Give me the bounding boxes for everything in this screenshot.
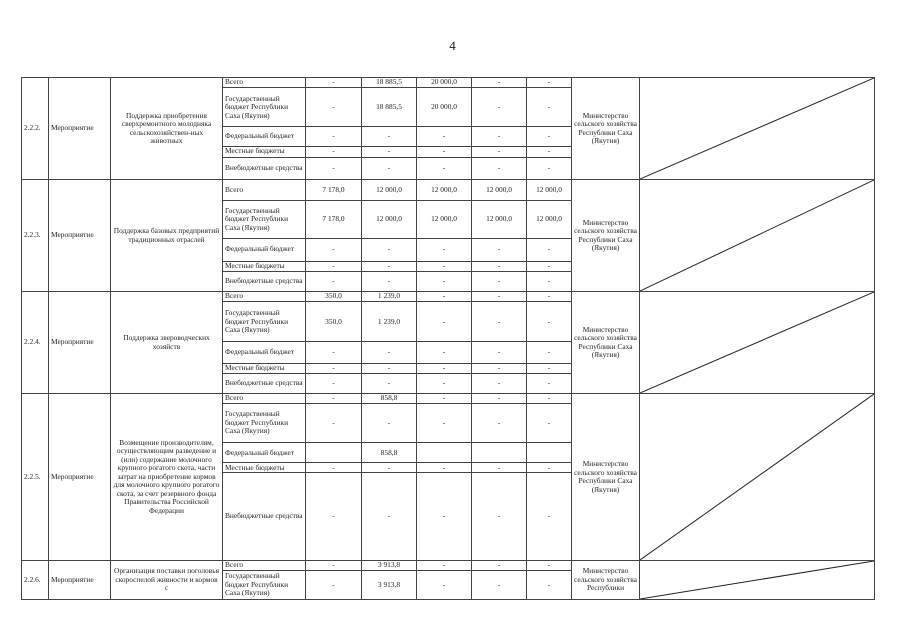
value-cell: - bbox=[527, 463, 572, 473]
value-cell: - bbox=[306, 127, 362, 146]
value-cell: - bbox=[306, 146, 362, 157]
funding-source: Внебюджетные средства bbox=[223, 473, 306, 561]
funding-source: Федеральный бюджет bbox=[223, 443, 306, 463]
measure-kind: Мероприятие bbox=[49, 292, 111, 394]
value-cell: 3 913,8 bbox=[362, 571, 417, 600]
value-cell: 12 000,0 bbox=[362, 180, 417, 201]
value-cell: - bbox=[472, 157, 527, 179]
value-cell: - bbox=[472, 571, 527, 600]
funding-source: Всего bbox=[223, 394, 306, 404]
value-cell: - bbox=[527, 78, 572, 88]
value-cell: 12 000,0 bbox=[527, 180, 572, 201]
table-row bbox=[22, 292, 875, 302]
value-cell: - bbox=[362, 271, 417, 291]
value-cell: 12 000,0 bbox=[417, 201, 472, 238]
value-cell: - bbox=[306, 404, 362, 443]
funding-source: Внебюджетные средства bbox=[223, 373, 306, 393]
value-cell: - bbox=[306, 342, 362, 363]
value-cell: - bbox=[527, 302, 572, 342]
budget-table bbox=[21, 77, 875, 600]
value-cell: - bbox=[527, 571, 572, 600]
value-cell: - bbox=[362, 238, 417, 261]
value-cell bbox=[306, 443, 362, 463]
responsible-executor: Министерство сельского хозяйства Республики bbox=[572, 561, 640, 600]
funding-source: Местные бюджеты bbox=[223, 261, 306, 271]
value-cell: - bbox=[417, 571, 472, 600]
funding-source: Государственный бюджет Республики Саха (Якутия) bbox=[223, 302, 306, 342]
measure-kind: Мероприятие bbox=[49, 78, 111, 180]
value-cell: - bbox=[472, 473, 527, 561]
funding-source: Федеральный бюджет bbox=[223, 238, 306, 261]
value-cell: - bbox=[417, 363, 472, 373]
value-cell: - bbox=[362, 146, 417, 157]
value-cell: - bbox=[417, 157, 472, 179]
measure-kind: Мероприятие bbox=[49, 394, 111, 561]
value-cell: - bbox=[306, 238, 362, 261]
funding-source: Местные бюджеты bbox=[223, 463, 306, 473]
value-cell: - bbox=[472, 561, 527, 571]
value-cell: - bbox=[306, 561, 362, 571]
value-cell: - bbox=[527, 394, 572, 404]
value-cell: - bbox=[527, 157, 572, 179]
diagonal-strike-line bbox=[640, 78, 874, 179]
value-cell: - bbox=[527, 127, 572, 146]
measure-name: Возмещение производителям, осуществляющим разведение и (или) содержание молочного крупного рогатого скота, части затрат на приобретение кормов для молочного крупного рогатого скота, за счет резервного фонда Правительства Российской Федерации bbox=[111, 394, 223, 561]
funding-source: Всего bbox=[223, 292, 306, 302]
measure-code: 2.2.5. bbox=[22, 394, 49, 561]
measure-name: Поддержка базовых предприятий традиционных отраслей bbox=[111, 180, 223, 292]
diagonal-strike-line bbox=[640, 292, 874, 393]
value-cell: - bbox=[362, 404, 417, 443]
value-cell: - bbox=[527, 561, 572, 571]
value-cell: - bbox=[417, 473, 472, 561]
value-cell: - bbox=[472, 302, 527, 342]
value-cell: - bbox=[362, 363, 417, 373]
value-cell: 12 000,0 bbox=[527, 201, 572, 238]
value-cell: 20 000,0 bbox=[417, 78, 472, 88]
value-cell: - bbox=[306, 394, 362, 404]
value-cell: 3 913,8 bbox=[362, 561, 417, 571]
value-cell: - bbox=[472, 394, 527, 404]
value-cell: 12 000,0 bbox=[472, 201, 527, 238]
value-cell: - bbox=[527, 261, 572, 271]
value-cell: 858,8 bbox=[362, 443, 417, 463]
funding-source: Всего bbox=[223, 561, 306, 571]
value-cell: 350,0 bbox=[306, 292, 362, 302]
value-cell: - bbox=[527, 238, 572, 261]
value-cell: - bbox=[306, 463, 362, 473]
empty-cell-strike bbox=[640, 180, 875, 292]
funding-source: Местные бюджеты bbox=[223, 146, 306, 157]
strike-line bbox=[640, 292, 874, 393]
value-cell: - bbox=[362, 157, 417, 179]
value-cell: - bbox=[306, 373, 362, 393]
strike-line bbox=[640, 561, 874, 599]
value-cell: - bbox=[472, 342, 527, 363]
funding-source: Государственный бюджет Республики Саха (Якутия) bbox=[223, 571, 306, 600]
measure-code: 2.2.6. bbox=[22, 561, 49, 600]
value-cell: - bbox=[417, 394, 472, 404]
funding-source: Местные бюджеты bbox=[223, 363, 306, 373]
value-cell bbox=[417, 443, 472, 463]
responsible-executor: Министерство сельского хозяйства Республики Саха (Якутия) bbox=[572, 180, 640, 292]
empty-cell-strike bbox=[640, 394, 875, 561]
measure-name: Поддержка приобретения сверхремонтного молодняка сельскохозяйствен-ных животных bbox=[111, 78, 223, 180]
value-cell: - bbox=[362, 127, 417, 146]
value-cell: - bbox=[472, 463, 527, 473]
value-cell: - bbox=[306, 88, 362, 127]
value-cell: 12 000,0 bbox=[362, 201, 417, 238]
value-cell: - bbox=[472, 78, 527, 88]
value-cell: 12 000,0 bbox=[417, 180, 472, 201]
responsible-executor: Министерство сельского хозяйства Республики Саха (Якутия) bbox=[572, 78, 640, 180]
value-cell: - bbox=[472, 238, 527, 261]
value-cell: - bbox=[527, 146, 572, 157]
value-cell: - bbox=[306, 78, 362, 88]
measure-kind: Мероприятие bbox=[49, 180, 111, 292]
value-cell: - bbox=[472, 261, 527, 271]
diagonal-strike-line bbox=[640, 180, 874, 291]
funding-source: Внебюджетные средства bbox=[223, 271, 306, 291]
value-cell: - bbox=[472, 373, 527, 393]
value-cell: - bbox=[472, 146, 527, 157]
page-number: 4 bbox=[449, 38, 456, 53]
value-cell: - bbox=[417, 404, 472, 443]
value-cell: 1 239,0 bbox=[362, 302, 417, 342]
table-row bbox=[22, 78, 875, 88]
responsible-executor: Министерство сельского хозяйства Республики Саха (Якутия) bbox=[572, 394, 640, 561]
value-cell: - bbox=[417, 238, 472, 261]
value-cell: - bbox=[417, 302, 472, 342]
value-cell: - bbox=[362, 342, 417, 363]
diagonal-strike-line bbox=[640, 394, 874, 560]
value-cell: - bbox=[472, 292, 527, 302]
empty-cell-strike bbox=[640, 292, 875, 394]
funding-source: Всего bbox=[223, 78, 306, 88]
value-cell: - bbox=[417, 261, 472, 271]
measure-kind: Мероприятие bbox=[49, 561, 111, 600]
value-cell: - bbox=[527, 404, 572, 443]
funding-source: Всего bbox=[223, 180, 306, 201]
value-cell: 858,8 bbox=[362, 394, 417, 404]
funding-source: Государственный бюджет Республики Саха (Якутия) bbox=[223, 88, 306, 127]
value-cell: - bbox=[527, 373, 572, 393]
value-cell: - bbox=[472, 271, 527, 291]
value-cell: - bbox=[472, 127, 527, 146]
value-cell: - bbox=[527, 473, 572, 561]
value-cell: 1 239,0 bbox=[362, 292, 417, 302]
table-row bbox=[22, 394, 875, 404]
value-cell: - bbox=[527, 88, 572, 127]
value-cell: - bbox=[417, 342, 472, 363]
value-cell: 20 000,0 bbox=[417, 88, 472, 127]
funding-source: Федеральный бюджет bbox=[223, 342, 306, 363]
measure-name: Организация поставки поголовья скороспелой живности и кормов с bbox=[111, 561, 223, 600]
value-cell: - bbox=[306, 261, 362, 271]
value-cell: 350,0 bbox=[306, 302, 362, 342]
value-cell: - bbox=[362, 373, 417, 393]
value-cell: 12 000,0 bbox=[472, 180, 527, 201]
responsible-executor: Министерство сельского хозяйства Республики Саха (Якутия) bbox=[572, 292, 640, 394]
value-cell: - bbox=[306, 571, 362, 600]
value-cell: - bbox=[472, 363, 527, 373]
value-cell: - bbox=[417, 146, 472, 157]
value-cell: - bbox=[527, 363, 572, 373]
measure-code: 2.2.2. bbox=[22, 78, 49, 180]
value-cell: - bbox=[306, 271, 362, 291]
funding-source: Государственный бюджет Республики Саха (Якутия) bbox=[223, 201, 306, 238]
value-cell: - bbox=[527, 342, 572, 363]
value-cell bbox=[527, 443, 572, 463]
measure-code: 2.2.3. bbox=[22, 180, 49, 292]
strike-line bbox=[640, 78, 874, 179]
funding-source: Государственный бюджет Республики Саха (Якутия) bbox=[223, 404, 306, 443]
measure-name: Поддержка звероводческих хозяйств bbox=[111, 292, 223, 394]
value-cell: - bbox=[306, 157, 362, 179]
value-cell: - bbox=[417, 373, 472, 393]
value-cell: - bbox=[306, 363, 362, 373]
value-cell: 7 178,0 bbox=[306, 201, 362, 238]
empty-cell-strike bbox=[640, 78, 875, 180]
table-row bbox=[22, 180, 875, 201]
funding-source: Федеральный бюджет bbox=[223, 127, 306, 146]
value-cell: - bbox=[362, 463, 417, 473]
empty-cell-strike bbox=[640, 561, 875, 600]
value-cell: 7 178,0 bbox=[306, 180, 362, 201]
value-cell: - bbox=[362, 473, 417, 561]
value-cell: - bbox=[417, 271, 472, 291]
value-cell: - bbox=[417, 127, 472, 146]
value-cell: - bbox=[527, 271, 572, 291]
strike-line bbox=[640, 180, 874, 291]
funding-source: Внебюджетные средства bbox=[223, 157, 306, 179]
value-cell: - bbox=[417, 292, 472, 302]
value-cell: 18 885,5 bbox=[362, 78, 417, 88]
strike-line bbox=[640, 394, 874, 560]
value-cell: - bbox=[417, 463, 472, 473]
measure-code: 2.2.4. bbox=[22, 292, 49, 394]
value-cell bbox=[472, 443, 527, 463]
value-cell: - bbox=[417, 561, 472, 571]
diagonal-strike-line bbox=[640, 561, 874, 599]
table-row bbox=[22, 561, 875, 571]
value-cell: - bbox=[472, 88, 527, 127]
value-cell: - bbox=[527, 292, 572, 302]
value-cell: - bbox=[306, 473, 362, 561]
value-cell: - bbox=[362, 261, 417, 271]
value-cell: 18 885,5 bbox=[362, 88, 417, 127]
value-cell: - bbox=[472, 404, 527, 443]
